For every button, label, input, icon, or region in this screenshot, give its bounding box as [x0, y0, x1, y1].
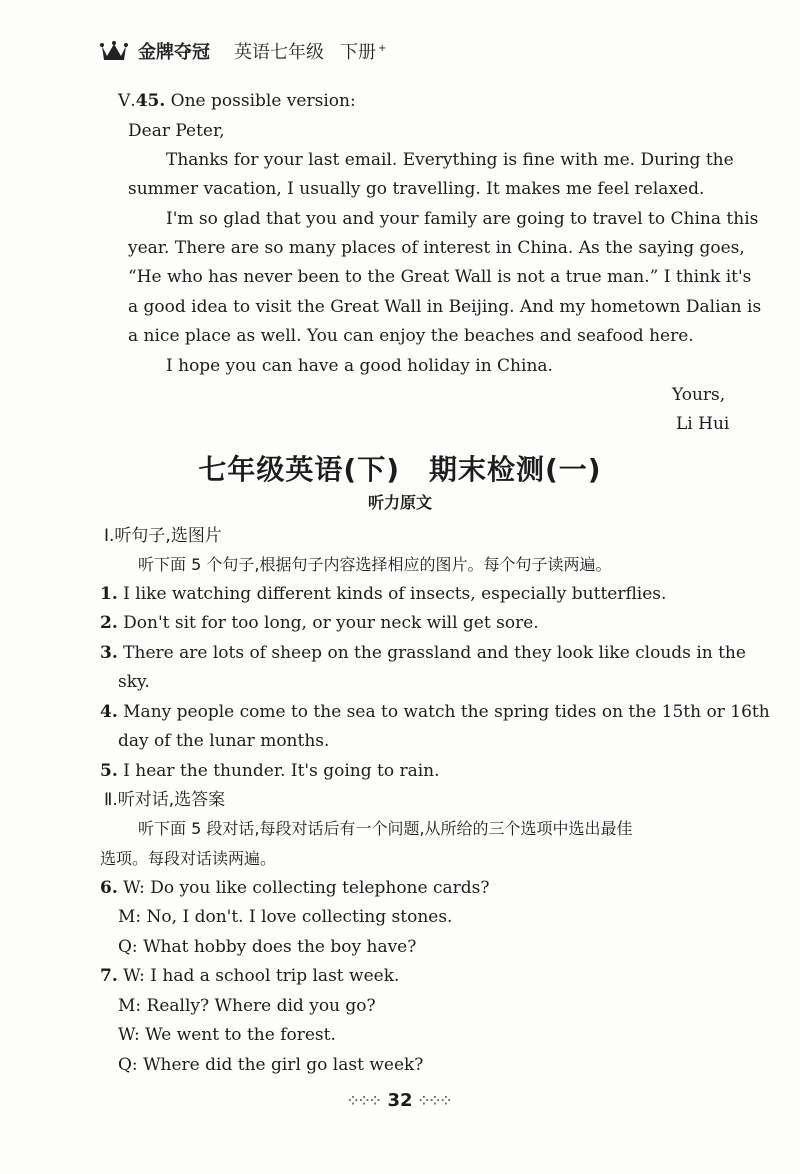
question-45-heading: Ⅴ.45. One possible version:: [118, 91, 356, 111]
list-item: 3. There are lots of sheep on the grassland and they look like clouds in the: [100, 643, 746, 663]
exam-subtitle: 听力原文: [367, 493, 432, 512]
dialogue-6-question: Q: What hobby does the boy have?: [118, 937, 417, 957]
dots-ornament-left: ⁘⁘⁘: [348, 1094, 382, 1108]
book-volume: 下册 +: [340, 42, 387, 63]
exam-title: 七年级英语(下) 期末检测(一): [198, 453, 602, 486]
list-item-continuation: day of the lunar months.: [118, 731, 330, 751]
section-2-heading: Ⅱ.听对话,选答案: [104, 790, 226, 810]
section-2-instruction-cont: 选项。每段对话读两遍。: [100, 849, 277, 868]
list-item: 4. Many people come to the sea to watch the spring tides on the 15th or 16th: [100, 702, 770, 722]
book-subject: 英语七年级: [234, 42, 324, 63]
letter-line: a good idea to visit the Great Wall in Beijing. And my hometown Dalian is: [128, 297, 762, 317]
dialogue-7-line: M: Really? Where did you go?: [118, 996, 376, 1016]
section-1-heading: Ⅰ.听句子,选图片: [104, 526, 222, 546]
list-item-continuation: sky.: [118, 672, 150, 692]
letter-line: summer vacation, I usually go travelling. It makes me feel relaxed.: [128, 179, 705, 199]
section-1-instruction: 听下面 5 个句子,根据句子内容选择相应的图片。每个句子读两遍。: [138, 555, 612, 574]
page-number: 32: [387, 1090, 413, 1111]
dialogue-6-line: 6. W: Do you like collecting telephone cards?: [100, 878, 490, 898]
letter-line: “He who has never been to the Great Wall is not a true man.” I think it's: [128, 267, 752, 287]
letter-line: a nice place as well. You can enjoy the beaches and seafood here.: [128, 326, 694, 346]
running-header: [100, 38, 386, 64]
letter-line: Thanks for your last email. Everything is fine with me. During the: [166, 150, 734, 170]
dialogue-7-line: W: We went to the forest.: [118, 1025, 336, 1045]
dialogue-7-line: 7. W: I had a school trip last week.: [100, 966, 400, 986]
dialogue-6-line: M: No, I don't. I love collecting stones.: [118, 907, 453, 927]
page-footer: [0, 1090, 800, 1111]
brand-name: 金牌夺冠: [138, 42, 210, 63]
list-item: 1. I like watching different kinds of insects, especially butterflies.: [100, 584, 667, 604]
letter-line: I hope you can have a good holiday in China.: [166, 356, 553, 376]
letter-closing: Yours,: [672, 385, 726, 405]
volume-mark: +: [378, 43, 387, 54]
list-item: 2. Don't sit for too long, or your neck will get sore.: [100, 613, 539, 633]
letter-line: I'm so glad that you and your family are going to travel to China this: [166, 209, 759, 229]
letter-line: year. There are so many places of interest in China. As the saying goes,: [128, 238, 745, 258]
dots-ornament-right: ⁘⁘⁘: [418, 1094, 452, 1108]
list-item: 5. I hear the thunder. It's going to rain.: [100, 761, 440, 781]
letter-salutation: Dear Peter,: [128, 121, 225, 141]
section-2-instruction: 听下面 5 段对话,每段对话后有一个问题,从所给的三个选项中选出最佳: [138, 819, 633, 838]
dialogue-7-question: Q: Where did the girl go last week?: [118, 1055, 424, 1075]
crown-icon: [100, 40, 128, 62]
letter-signature: Li Hui: [676, 414, 730, 434]
